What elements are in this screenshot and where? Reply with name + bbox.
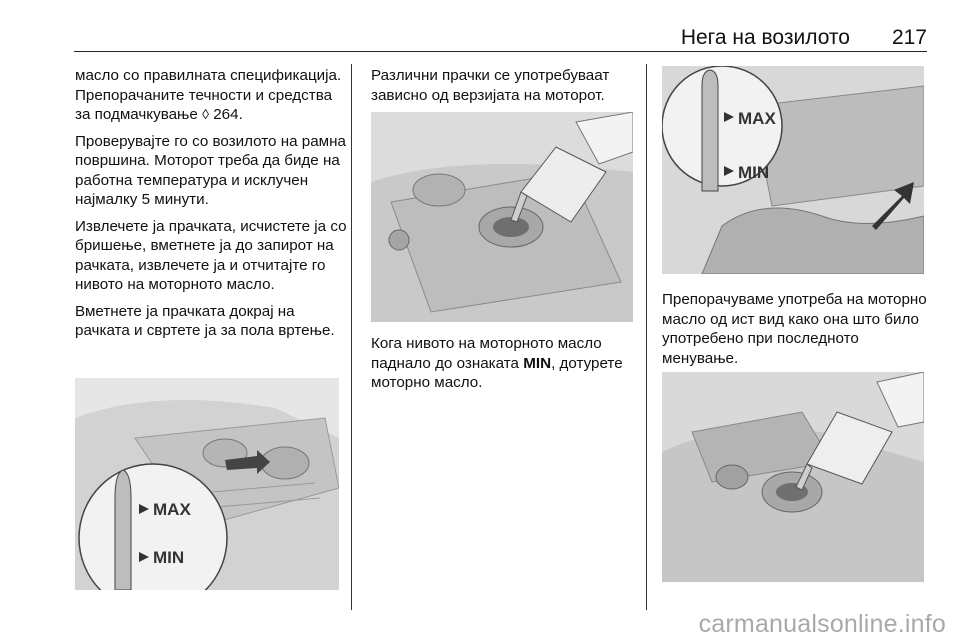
- paragraph: Кога нивото на моторното масло паднало до ознаката MIN, дотурете моторно масло.: [371, 335, 623, 391]
- engine-bay-dipstick-illustration: [662, 66, 924, 274]
- max-mark-label: MAX: [153, 500, 191, 519]
- column-2-text-top: [371, 66, 639, 112]
- engine-dipstick-illustration: [75, 378, 339, 590]
- reference-arrow-icon: ◊: [202, 106, 209, 122]
- paragraph: масло со правилната спецификација. Препорачаните течности и средства за подмачкување ◊ 264.: [75, 67, 342, 123]
- page-number: 217: [891, 26, 927, 49]
- max-mark-label: MAX: [738, 109, 776, 128]
- column-1-text: [75, 66, 347, 348]
- min-mark-label: MIN: [738, 163, 770, 182]
- watermark: carmanualsonline.info: [698, 610, 946, 638]
- column-2-text-bottom: [371, 334, 639, 400]
- page-reference: 264.: [213, 106, 243, 123]
- min-mark-label: MIN: [153, 548, 185, 567]
- oil-pouring-illustration: [371, 112, 633, 322]
- min-mark-text: MIN: [523, 354, 552, 372]
- page-section-title: Нега на возилото: [680, 26, 850, 49]
- column-divider: [351, 64, 352, 610]
- paragraph: Проверувајте го со возилото на рамна површина. Моторот треба да биде на работна температура и исклучен најмалку 5 минути.: [75, 132, 346, 208]
- paragraph: Извлечете ја прачката, исчистете ја со бришење, вметнете ја до запирот на рачката, извлечете ја и отчитајте го нивото на моторното масло.: [75, 217, 347, 293]
- header-rule: [74, 51, 927, 52]
- paragraph: Препорачуваме употреба на моторно масло од ист вид како она што било употребено при последното менување.: [662, 291, 927, 367]
- column-divider: [646, 64, 647, 610]
- paragraph: Различни прачки се употребуваат зависно од верзијата на моторот.: [371, 67, 610, 104]
- oil-pouring-alt-illustration: [662, 372, 924, 582]
- paragraph: Вметнете ја прачката докрај на рачката и свртете ја за пола вртење.: [75, 302, 335, 339]
- column-3-text: [662, 290, 930, 375]
